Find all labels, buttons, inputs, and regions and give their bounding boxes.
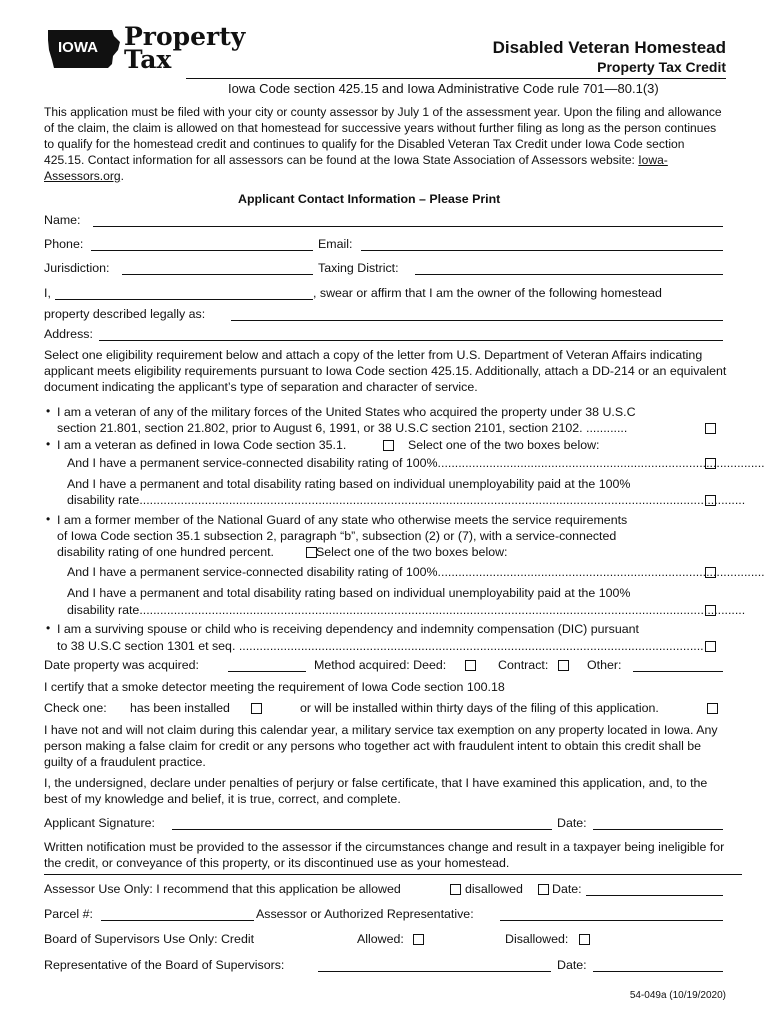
veteran-35-1-select-text: Select one of the two boxes below: (408, 438, 600, 452)
will-install-checkbox[interactable] (707, 703, 718, 714)
form-subtitle: Property Tax Credit (597, 59, 726, 75)
veteran-38usc-checkbox[interactable] (705, 423, 716, 434)
notification-statement: Written notification must be provided to the assessor if the circumstances change and result in a taxpayer being ineligible for the credit, or conveyance of this property, or its discontinued use as your homestead. (44, 840, 725, 870)
installed-checkbox[interactable] (251, 703, 262, 714)
assessor-date-label: Date: (552, 882, 582, 896)
national-guard-line1: I am a former member of the National Guard of any state who otherwise meets the service requirements (57, 513, 628, 527)
contract-label: Contract: (498, 658, 549, 672)
swear-prefix: I, (44, 286, 51, 300)
form-id: 54-049a (10/19/2020) (629, 990, 726, 1001)
smoke-certify: I certify that a smoke detector meeting the requirement of Iowa Code section 100.18 (44, 680, 505, 694)
surviving-spouse-line2: to 38 U.S.C section 1301 et seq. ....................................................................................................................................... (57, 639, 704, 653)
disallowed-label: disallowed (465, 882, 523, 896)
surviving-spouse-checkbox[interactable] (705, 641, 716, 652)
other-label: Other: (587, 658, 622, 672)
installed-label: has been installed (130, 701, 230, 715)
veteran-unemployability-checkbox[interactable] (705, 495, 716, 506)
assessor-rep-label: Assessor or Authorized Representative: (256, 907, 474, 921)
veteran-35-1-text: I am a veteran as defined in Iowa Code section 35.1. (57, 438, 347, 452)
jurisdiction-label: Jurisdiction: (44, 261, 110, 275)
code-reference: Iowa Code section 425.15 and Iowa Administrative Code rule 701—80.1(3) (228, 81, 659, 96)
signature-field[interactable] (172, 817, 552, 830)
contact-heading: Applicant Contact Information – Please Print (238, 192, 501, 206)
veteran-35-1-checkbox[interactable] (383, 440, 394, 451)
taxing-district-field[interactable] (415, 262, 723, 275)
veteran-38usc-line1: I am a veteran of any of the military forces of the United States who acquired the property under 38 U.S.C (57, 405, 636, 419)
name-field[interactable] (93, 214, 723, 227)
signature-date-field[interactable] (593, 817, 723, 830)
board-rep-field[interactable] (318, 959, 551, 972)
logo-property: Property (124, 22, 246, 51)
contract-checkbox[interactable] (558, 660, 569, 671)
signature-label: Applicant Signature: (44, 816, 155, 830)
veteran-unemployability-line1: And I have a permanent and total disability rating based on individual unemployability paid at the 100% (67, 477, 631, 491)
declaration-statement: I, the undersigned, declare under penalties of perjury or false certificate, that I have examined this application, and, to the best of my knowledge and belief, it is true, correct, and complete. (44, 776, 708, 806)
assessor-date-field[interactable] (586, 883, 723, 896)
guard-unemployability-line2: disability rate................................................................................................................................................................................ (67, 603, 746, 617)
national-guard-line2: of Iowa Code section 35.1 subsection 2, paragraph “b”, subsection (2) or (7), with a service-connected (57, 529, 617, 543)
logo-tax: Tax (124, 45, 172, 74)
intro-paragraph: This application must be filed with your city or county assessor by July 1 of the assessment year. Upon the filing and allowance of the claim, the claim is allowed on that homestead for successive years without further filing as long as the person continues to qualify for the homestead credit and continues to qualify for the Disabled Veteran Tax Credit under Iowa Code section 425.15. Contact information for all assessors can be found at the Iowa State Association of Assessors website: Iowa-Assessors.org. (44, 105, 722, 183)
legal-description-label: property described legally as: (44, 307, 206, 321)
allowed-checkbox[interactable] (450, 884, 461, 895)
header-rule (186, 78, 726, 79)
state-badge: IOWA (58, 39, 98, 56)
bullet-4: • (46, 621, 51, 635)
veteran-38usc-line2: section 21.801, section 21.802, prior to August 6, 1991, or 38 U.S.C section 2101, section 2102. ............ (57, 421, 628, 435)
address-field[interactable] (99, 328, 723, 341)
military-exemption-statement: I have not and will not claim during this calendar year, a military service tax exemption on any property located in Iowa. Any person making a false claim for credit or any persons who together act with fraudulent intent to obtain this credit shall be guilty of a fraudulent practice. (44, 723, 718, 769)
board-disallowed-checkbox[interactable] (579, 934, 590, 945)
date-acquired-field[interactable] (228, 659, 306, 672)
guard-unemployability-checkbox[interactable] (705, 605, 716, 616)
bullet-3: • (46, 512, 51, 526)
board-date-label: Date: (557, 958, 587, 972)
bullet-1: • (46, 404, 51, 418)
board-allowed-checkbox[interactable] (413, 934, 424, 945)
assessor-divider (44, 874, 742, 875)
veteran-rating-100-text: And I have a permanent service-connected disability rating of 100%............................................................................................... (67, 456, 765, 470)
swear-text: , swear or affirm that I am the owner of the following homestead (313, 286, 662, 300)
eligibility-intro: Select one eligibility requirement below and attach a copy of the letter from U.S. Department of Veteran Affairs indicating applicant meets eligibility requirements pursuant to Iowa Code section 425.15. Additionally, attach a DD-214 or an equivalent document indicating the applicant’s type of separation and character of service. (44, 348, 727, 394)
board-rep-label: Representative of the Board of Supervisors: (44, 958, 285, 972)
board-disallowed-label: Disallowed: (505, 932, 569, 946)
parcel-label: Parcel #: (44, 907, 93, 921)
veteran-unemployability-line2: disability rate................................................................................................................................................................................ (67, 493, 746, 507)
date-acquired-label: Date property was acquired: (44, 658, 199, 672)
guard-rating-100-checkbox[interactable] (705, 567, 716, 578)
assessor-rep-field[interactable] (500, 908, 723, 921)
veteran-rating-100-checkbox[interactable] (705, 458, 716, 469)
national-guard-select-text: Select one of the two boxes below: (316, 545, 508, 559)
disallowed-checkbox[interactable] (538, 884, 549, 895)
assessors-link[interactable]: Iowa-Assessors.org (44, 153, 668, 183)
other-method-field[interactable] (633, 659, 723, 672)
email-label: Email: (318, 237, 353, 251)
check-one-label: Check one: (44, 701, 107, 715)
bullet-2: • (46, 437, 51, 451)
jurisdiction-field[interactable] (122, 262, 313, 275)
guard-unemployability-line1: And I have a permanent and total disability rating based on individual unemployability paid at the 100% (67, 586, 631, 600)
iowa-logo (46, 26, 121, 72)
email-field[interactable] (361, 238, 723, 251)
address-label: Address: (44, 327, 93, 341)
deed-checkbox[interactable] (465, 660, 476, 671)
name-label: Name: (44, 213, 81, 227)
form-title: Disabled Veteran Homestead (492, 38, 726, 57)
board-allowed-label: Allowed: (357, 932, 404, 946)
board-date-field[interactable] (593, 959, 723, 972)
surviving-spouse-line1: I am a surviving spouse or child who is receiving dependency and indemnity compensation (DIC) pursuant (57, 622, 639, 636)
phone-label: Phone: (44, 237, 84, 251)
national-guard-line3: disability rating of one hundred percent. (57, 545, 274, 559)
phone-field[interactable] (91, 238, 313, 251)
legal-description-field[interactable] (231, 308, 723, 321)
owner-name-field[interactable] (55, 287, 313, 300)
method-deed-label: Method acquired: Deed: (314, 658, 447, 672)
parcel-field[interactable] (101, 908, 254, 921)
board-use-label: Board of Supervisors Use Only: Credit (44, 932, 255, 946)
assessor-recommend-text: Assessor Use Only: I recommend that this application be allowed (44, 882, 401, 896)
will-install-label: or will be installed within thirty days of the filing of this application. (300, 701, 659, 715)
taxing-district-label: Taxing District: (318, 261, 399, 275)
signature-date-label: Date: (557, 816, 587, 830)
guard-rating-100-text: And I have a permanent service-connected disability rating of 100%............................................................................................... (67, 565, 765, 579)
